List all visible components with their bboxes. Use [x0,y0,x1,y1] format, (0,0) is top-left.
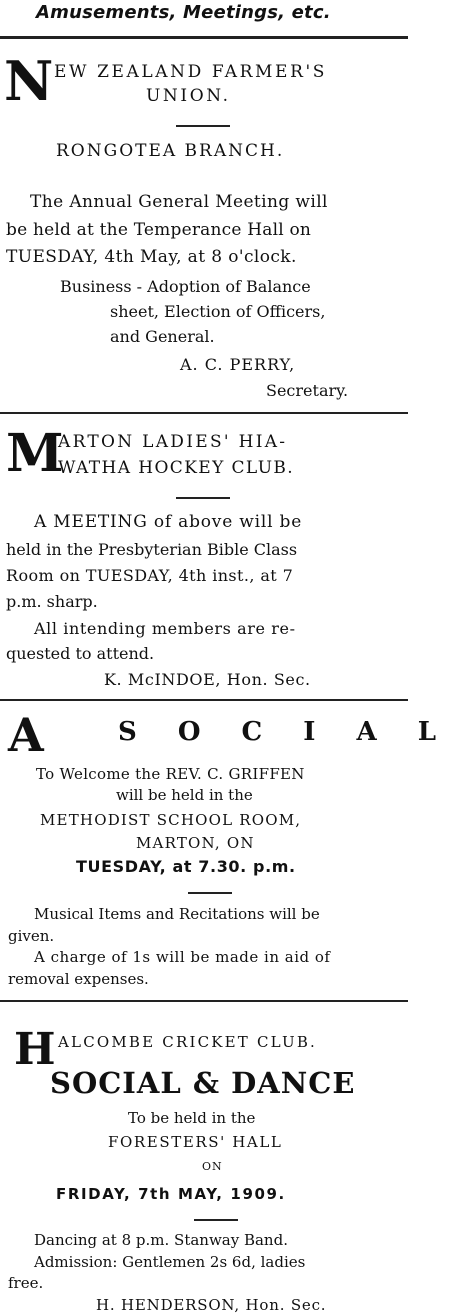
short-rule [176,497,230,499]
ad-title: S O C I A L [118,717,452,747]
ad-note-line: removal expenses. [8,970,149,988]
ad-signature-role: Secretary. [266,381,349,400]
ad-body-line: Room on TUESDAY, 4th inst., at 7 [6,566,294,585]
ad-note-line: Dancing at 8 p.m. Stanway Band. [34,1231,288,1249]
ad-body-line: FRIDAY, 7th MAY, 1909. [56,1185,286,1203]
ad-body-line: TUESDAY, at 7.30. p.m. [76,857,296,876]
ad-body-line: held in the Presbyterian Bible Class [6,540,298,559]
ad-note-line: Musical Items and Recitations will be [34,905,320,923]
ad-body-line: METHODIST SCHOOL ROOM, [40,811,302,829]
short-rule [176,125,230,127]
ad-body-line: MARTON, ON [136,834,255,852]
ad-body-line: FORESTERS' HALL [108,1133,283,1151]
ad-body-line: ON [202,1160,223,1173]
ad-body-line: p.m. sharp. [6,592,98,611]
drop-cap-initial: H [14,1024,56,1075]
drop-cap-initial: A [8,708,44,762]
ad-body-line: quested to attend. [6,644,155,663]
ad-title: ALCOMBE CRICKET CLUB. [58,1033,318,1051]
ad-body-line: The Annual General Meeting will [30,192,328,212]
ad-body-line: TUESDAY, 4th May, at 8 o'clock. [6,247,297,267]
short-rule [188,892,232,894]
ad-signature: H. HENDERSON, Hon. Sec. [96,1296,327,1314]
short-rule [194,1219,238,1221]
ad-title: UNION. [146,86,231,106]
ad-headline: SOCIAL & DANCE [50,1066,356,1100]
divider [0,36,408,39]
ad-title: EW ZEALAND FARMER'S [54,62,327,82]
ad-signature: K. McINDOE, Hon. Sec. [104,670,311,689]
divider [0,699,408,701]
ad-body-line: be held at the Temperance Hall on [6,220,312,240]
ad-body-line: To be held in the [128,1109,256,1127]
ad-body-line: Business - Adoption of Balance [60,277,311,296]
divider [0,412,408,414]
ad-note-line: Admission: Gentlemen 2s 6d, ladies [34,1253,306,1271]
ad-body-line: will be held in the [116,786,253,804]
drop-cap-initial: N [4,49,54,113]
ad-body-line: sheet, Election of Officers, [110,302,326,321]
ad-body-line: All intending members are re- [34,619,296,638]
ad-note-line: free. [8,1274,44,1292]
ad-body-line: To Welcome the REV. C. GRIFFEN [36,765,305,783]
ad-subtitle: RONGOTEA BRANCH. [56,141,285,161]
drop-cap-initial: M [6,423,64,484]
section-heading: Amusements, Meetings, etc. [36,2,331,23]
ad-body-line: A MEETING of above will be [34,512,303,532]
divider [0,1000,408,1002]
ad-note-line: given. [8,927,55,945]
ad-signature: A. C. PERRY, [180,355,296,374]
ad-body-line: and General. [110,327,215,346]
ad-note-line: A charge of 1s will be made in aid of [34,948,331,966]
ad-title: ARTON LADIES' HIA- [58,432,288,452]
ad-title: WATHA HOCKEY CLUB. [58,458,295,478]
